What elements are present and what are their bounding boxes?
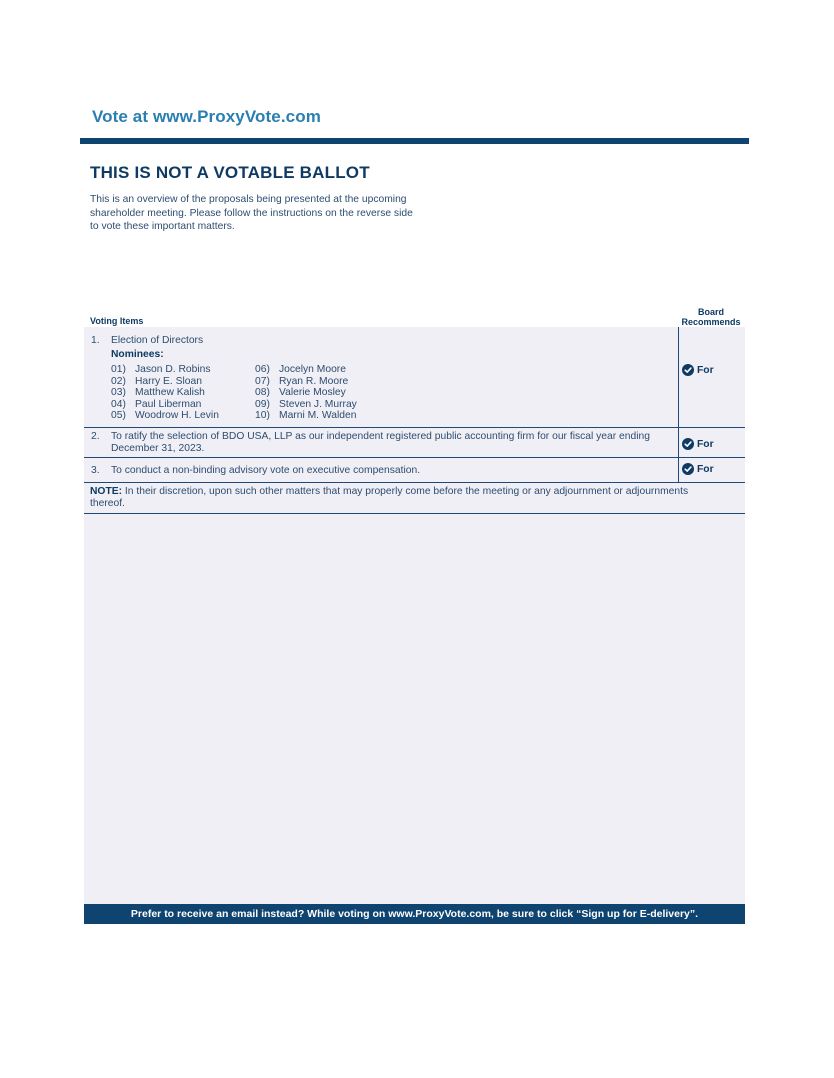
nominee-number: 04) (111, 398, 126, 410)
recommendation-label: For (697, 364, 714, 376)
intro-paragraph: This is an overview of the proposals being presented at the upcoming shareholder meeting. Please follow the instructions on the reverse side to vote these important matters. (90, 194, 413, 232)
nominee-number: 10) (255, 410, 270, 421)
nominee-number: 07) (255, 375, 270, 387)
nominee-name: Ryan R. Moore (279, 375, 349, 387)
nominee-number: 09) (255, 398, 270, 410)
row-divider (84, 427, 745, 428)
page-title: THIS IS NOT A VOTABLE BALLOT (90, 163, 370, 182)
check-circle-icon (682, 438, 694, 450)
nominee-name: Woodrow H. Levin (135, 410, 219, 421)
item-number: 2. (91, 431, 100, 442)
board-recommends-line1: Board (697, 307, 724, 317)
board-recommends-line2: Recommends (681, 316, 741, 327)
item-text: Election of Directors (111, 335, 204, 346)
nominee-name: Jocelyn Moore (279, 364, 346, 375)
header-divider (80, 138, 749, 144)
nominee-name: Matthew Kalish (135, 387, 205, 398)
nominee-number: 01) (111, 364, 126, 375)
board-recommendation (682, 364, 714, 376)
nominee-name: Paul Liberman (135, 398, 202, 410)
nominee-name: Valerie Mosley (279, 387, 346, 398)
item-text: To conduct a non-binding advisory vote on executive compensation. (111, 465, 421, 476)
board-recommendation (682, 463, 714, 475)
nominees-label: Nominees: (111, 349, 164, 360)
nominee-name: Jason D. Robins (135, 364, 211, 375)
e-delivery-banner: Prefer to receive an email instead? While voting on www.ProxyVote.com, be sure to click “Sign up for E-delivery”. (84, 904, 745, 924)
row-divider (84, 513, 745, 514)
nominee-name: Steven J. Murray (279, 398, 357, 410)
note-label: NOTE: (90, 486, 123, 497)
recommendation-column-divider (678, 327, 679, 482)
note-text: In their discretion, upon such other matters that may properly come before the meeting or any adjournment or adjournments thereof. (90, 486, 689, 509)
voting-items-header: Voting Items (90, 316, 144, 326)
nominee-name: Marni M. Walden (279, 410, 357, 421)
board-recommends-header (676, 308, 746, 327)
row-divider (84, 457, 745, 458)
item-number: 3. (91, 465, 100, 476)
check-circle-icon (682, 463, 694, 475)
recommendation-label: For (697, 438, 714, 450)
nominee-number: 02) (111, 375, 126, 387)
item-text-line2: December 31, 2023. (111, 442, 205, 454)
item-number: 1. (91, 335, 100, 346)
recommendation-label: For (697, 463, 714, 475)
nominee-number: 03) (111, 387, 126, 398)
item-text-line1: To ratify the selection of BDO USA, LLP as our independent registered public accounting firm for our fiscal year ending (111, 431, 650, 442)
nominee-name: Harry E. Sloan (135, 375, 202, 387)
nominee-number: 06) (255, 364, 270, 375)
nominee-number: 08) (255, 387, 270, 398)
board-recommendation (682, 438, 714, 450)
nominee-number: 05) (111, 410, 126, 421)
proxyvote-link[interactable]: Vote at www.ProxyVote.com (92, 107, 321, 126)
note-paragraph (90, 486, 690, 510)
check-circle-icon (682, 364, 694, 376)
row-divider (84, 482, 745, 483)
